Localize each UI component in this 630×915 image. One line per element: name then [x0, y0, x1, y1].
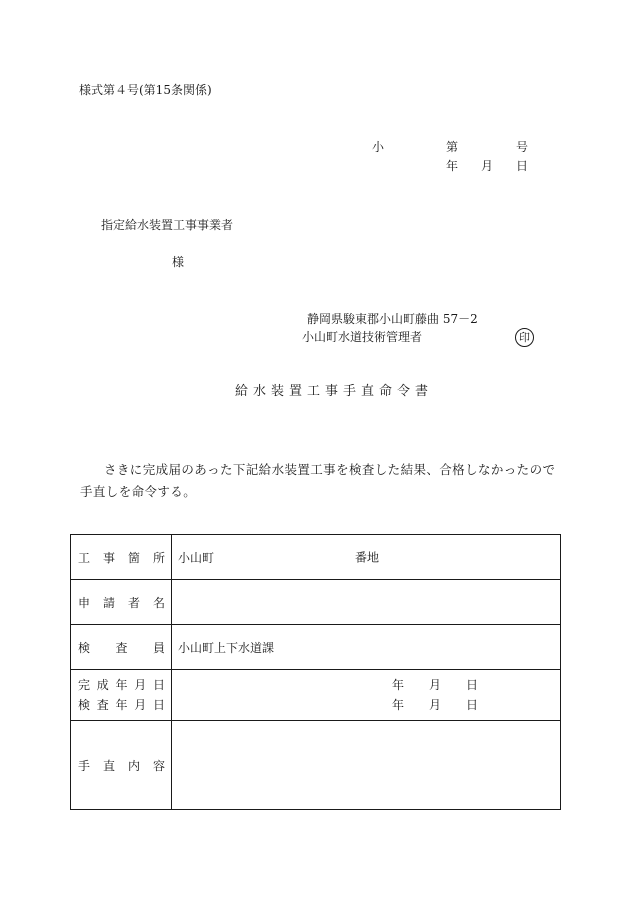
document-date-line: [372, 159, 532, 173]
location-suffix: 番地: [355, 550, 380, 565]
applicant-value: [172, 580, 561, 625]
table-row-applicant: [71, 580, 561, 625]
inspection-date-value: 年 月 日: [392, 698, 479, 712]
inspector-label: 検 査 員: [78, 640, 165, 655]
doc-number-prefix: 小: [372, 140, 385, 154]
inspector-value: 小山町上下水道課: [172, 625, 561, 670]
form-number-label: 様式第４号(第15条関係): [79, 83, 212, 97]
completion-date-value: 年 月 日: [392, 678, 479, 692]
inspection-date-label: 検 査 年 月 日: [78, 698, 165, 712]
content-value: [172, 721, 561, 810]
location-value: 小山町: [178, 550, 215, 565]
issuer-name: 小山町水道技術管理者: [302, 330, 423, 344]
applicant-label: 申 請 者 名: [78, 595, 165, 610]
table-row-inspector: [71, 625, 561, 670]
table-row-location: [71, 535, 561, 580]
completion-date-label: 完 成 年 月 日: [78, 678, 165, 692]
date-year: 年: [446, 159, 459, 173]
document-number-line: [372, 140, 532, 154]
document-body: さきに完成届のあった下記給水装置工事を検査した結果、合格しなかったので手直しを命令する。: [80, 462, 556, 499]
location-label: 工 事 箇 所: [78, 550, 165, 565]
doc-number-dai: 第: [446, 140, 459, 154]
date-month: 月: [481, 159, 494, 173]
detail-table: [70, 534, 561, 810]
issuer-address: 静岡県駿東郡小山町藤曲 57－2: [307, 312, 478, 326]
table-row-content: [71, 721, 561, 810]
content-label: 手 直 内 容: [78, 758, 165, 773]
recipient-honorific: 様: [172, 255, 185, 269]
document-title: 給水装置工事手直命令書: [235, 384, 434, 399]
date-day: 日: [516, 159, 529, 173]
table-row-dates: [71, 670, 561, 721]
seal-mark: 印: [515, 328, 534, 347]
recipient-title: 指定給水装置工事事業者: [101, 218, 234, 232]
doc-number-go: 号: [516, 140, 529, 154]
